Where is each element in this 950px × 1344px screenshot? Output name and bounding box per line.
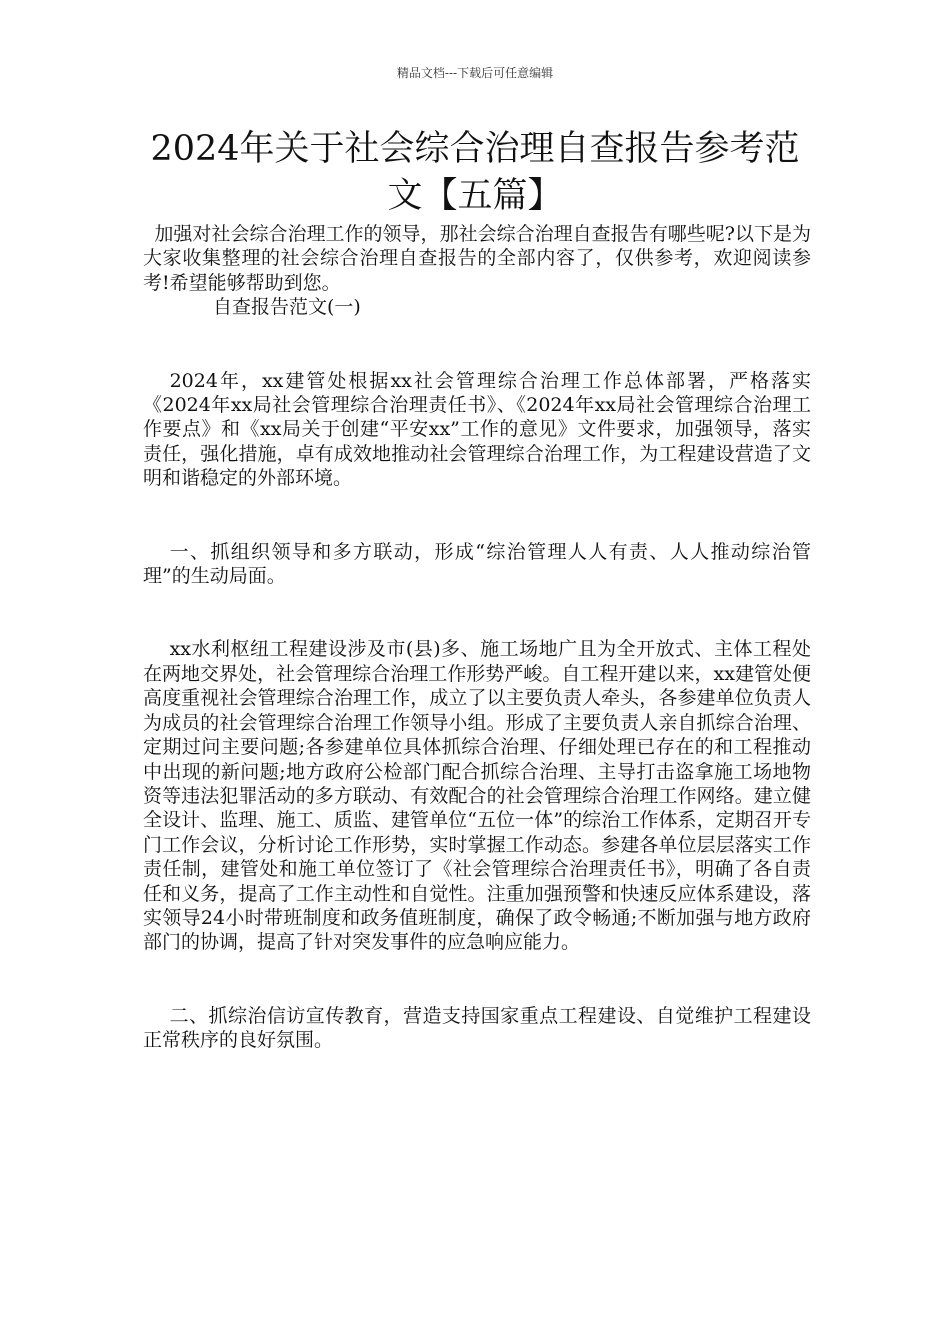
header-note: 精品文档---下载后可任意编辑 (396, 66, 554, 80)
section-subtitle: 自查报告范文(一) (213, 296, 361, 319)
document-title: 2024年关于社会综合治理自查报告参考范文【五篇】 (150, 129, 800, 216)
body-paragraph: xx水利枢纽工程建设涉及市(县)多、施工场地广且为全开放式、主体工程处在两地交界处，社会管理综合治理工作形势严峻。自工程开建以来，xx建管处便高度重视社会管理综合治理工作，成立了以主要负责人牵头，各参建单位负责人为成员的社会管理综合治理工作领导小组。形成了主要负责人亲自抓综合治理、定期过问主要问题;各参建单位具体抓综合治理、仔细处理已存在的和工程推动中出现的新问题;地方政府公检部门配合抓综合治理、主导打击盗拿施工场地物资等违法犯罪活动的多方联动、有效配合的社会管理综合治理工作网络。建立健全设计、监理、施工、质监、建管单位“五位一体”的综治工作体系，定期召开专门工作会议，分析讨论工作形势，实时掌握工作动态。参建各单位层层落实工作责任制，建管处和施工单位签订了《社会管理综合治理责任书》，明确了各自责任和义务，提高了工作主动性和自觉性。注重加强预警和快速反应体系建设，落实领导24小时带班制度和政务值班制度，确保了政令畅通;不断加强与地方政府部门的协调，提高了针对突发事件的应急响应能力。 (143, 638, 811, 954)
section-heading-2: 二、抓综治信访宣传教育，营造支持国家重点工程建设、自觉维护工程建设正常秩序的良好氛围。 (143, 1004, 811, 1052)
document-body (143, 222, 811, 1053)
section-heading-1: 一、抓组织领导和多方联动，形成“综治管理人人有责、人人推动综治管理”的生动局面。 (143, 540, 811, 588)
intro-paragraph: 加强对社会综合治理工作的领导，那社会综合治理自查报告有哪些呢?以下是为大家收集整理的社会综合治理自查报告的全部内容了，仅供参考，欢迎阅读参考!希望能够帮助到您。 (143, 223, 811, 294)
body-paragraph: 2024年，xx建管处根据xx社会管理综合治理工作总体部署，严格落实《2024年xx局社会管理综合治理责任书》、《2024年xx局社会管理综合治理工作要点》和《xx局关于创建“平安xx”工作的意见》文件要求，加强领导，落实责任，强化措施，卓有成效地推动社会管理综合治理工作，为工程建设营造了文明和谐稳定的外部环境。 (143, 369, 811, 490)
